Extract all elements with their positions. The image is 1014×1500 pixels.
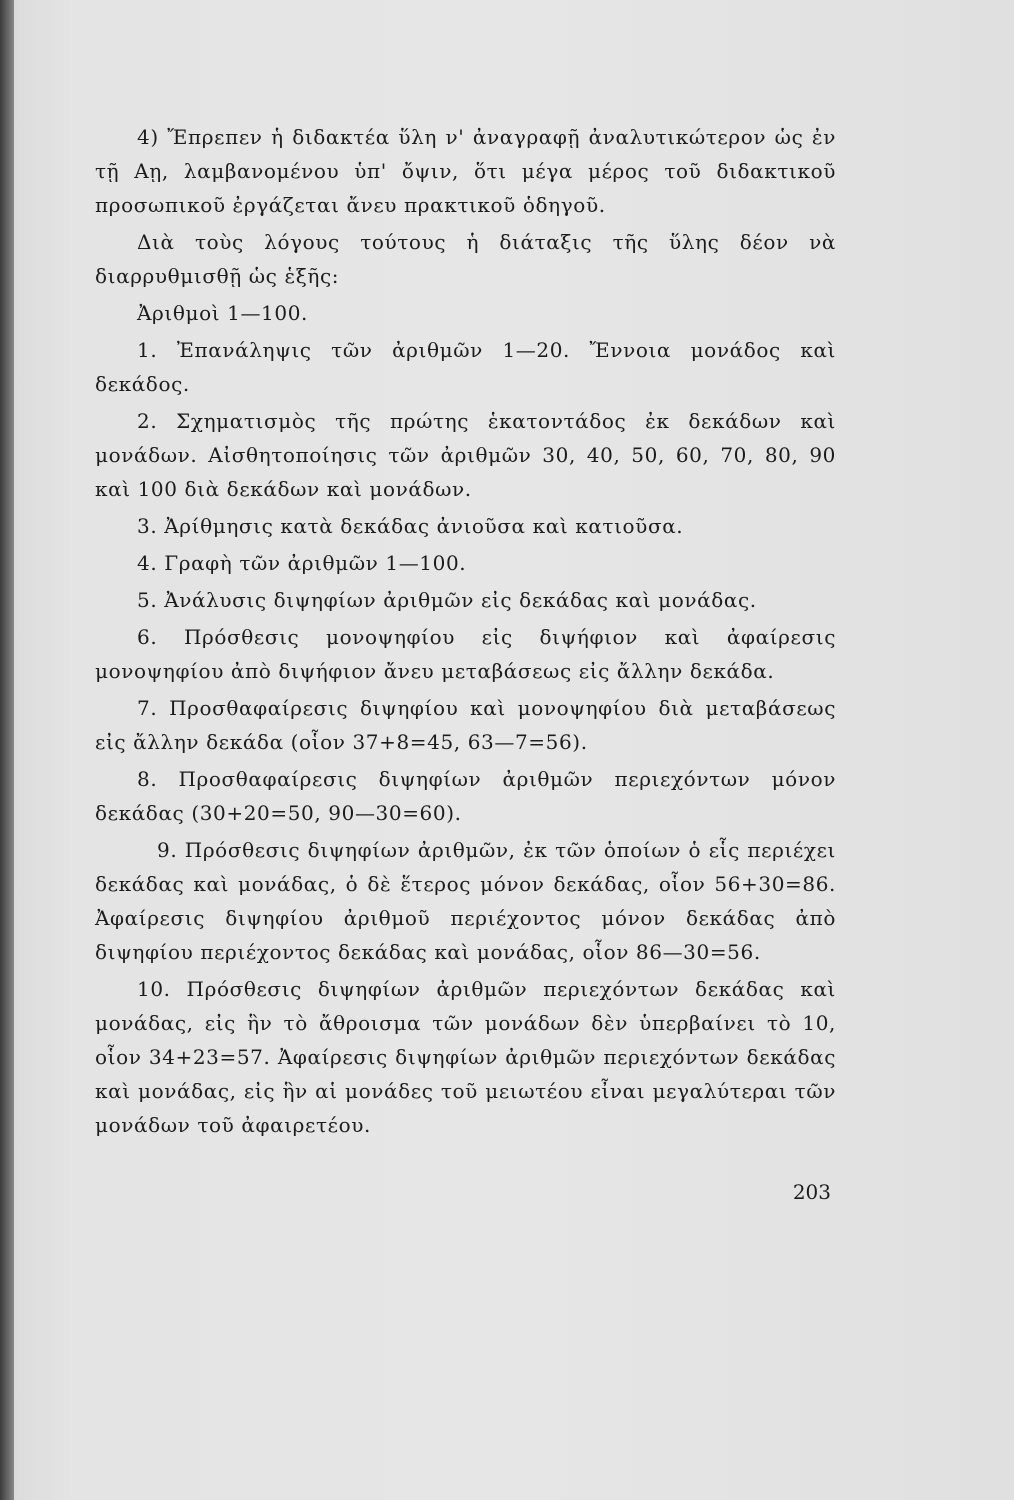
page-number: 203 <box>792 1180 831 1204</box>
paragraph-point-4: 4) Ἔπρεπεν ἡ διδακτέα ὕλη ν' ἀναγραφῇ ἀναλυτικώτερον ὡς ἐν τῇ Αῃ, λαμβανομένου ὑπ' ὄψιν, ὅτι μέγα μέρος τοῦ διδακτικοῦ προσωπικοῦ ἐργάζεται ἄνευ πρακτικοῦ ὁδηγοῦ. <box>95 125 836 217</box>
list-item-9: 9. Πρόσθεσις διψηφίων ἀριθμῶν, ἐκ τῶν ὁποίων ὁ εἷς περιέχει δεκάδας καὶ μονάδας, ὁ δὲ ἕτερος μόνον δεκάδας, οἷον 56+30=86. Ἀφαίρεσις διψηφίου ἀριθμοῦ περιέχοντος μόνον δεκάδας ἀπὸ διψηφίου περιέχοντος δεκάδας καὶ μονάδας, οἷον 86—30=56. <box>95 838 836 964</box>
scan-edge <box>0 0 14 1500</box>
list-item-7: 7. Προσθαφαίρεσις διψηφίου καὶ μονοψηφίου διὰ μεταβάσεως εἰς ἄλλην δεκάδα (οἷον 37+8=45, 63—7=56). <box>95 696 836 754</box>
list-item-8: 8. Προσθαφαίρεσις διψηφίων ἀριθμῶν περιεχόντων μόνον δεκάδας (30+20=50, 90—30=60). <box>95 767 836 825</box>
section-heading-numbers: Ἀριθμοὶ 1—100. <box>137 301 308 325</box>
list-item-4: 4. Γραφὴ τῶν ἀριθμῶν 1—100. <box>137 551 467 575</box>
list-item-2: 2. Σχηματισμὸς τῆς πρώτης ἑκατοντάδος ἐκ δεκάδων καὶ μονάδων. Αἰσθητοποίησις τῶν ἀριθμῶν 30, 40, 50, 60, 70, 80, 90 καὶ 100 διὰ δεκάδων καὶ μονάδων. <box>95 409 836 501</box>
paragraph-reasons: Διὰ τοὺς λόγους τούτους ἡ διάταξις τῆς ὕλης δέον νὰ διαρρυθμισθῇ ὡς ἑξῆς: <box>95 230 836 288</box>
list-item-1: 1. Ἐπανάληψις τῶν ἀριθμῶν 1—20. Ἔννοια μονάδος καὶ δεκάδος. <box>95 338 836 396</box>
list-item-6: 6. Πρόσθεσις μονοψηφίου εἰς διψήφιον καὶ ἀφαίρεσις μονοψηφίου ἀπὸ διψήφιον ἄνευ μεταβάσεως εἰς ἄλλην δεκάδα. <box>95 625 836 683</box>
list-item-3: 3. Ἀρίθμησις κατὰ δεκάδας ἀνιοῦσα καὶ κατιοῦσα. <box>137 514 684 538</box>
book-page <box>14 0 1014 1500</box>
list-item-5: 5. Ἀνάλυσις διψηφίων ἀριθμῶν εἰς δεκάδας καὶ μονάδας. <box>137 588 757 612</box>
page-text <box>95 120 836 1145</box>
list-item-10: 10. Πρόσθεσις διψηφίων ἀριθμῶν περιεχόντων δεκάδας καὶ μονάδας, εἰς ἣν τὸ ἄθροισμα τῶν μονάδων δὲν ὑπερβαίνει τὸ 10, οἷον 34+23=57. Ἀφαίρεσις διψηφίων ἀριθμῶν περιεχόντων δεκάδας καὶ μονάδας, εἰς ἣν αἱ μονάδες τοῦ μειωτέου εἶναι μεγαλύτεραι τῶν μονάδων τοῦ ἀφαιρετέου. <box>95 977 836 1137</box>
